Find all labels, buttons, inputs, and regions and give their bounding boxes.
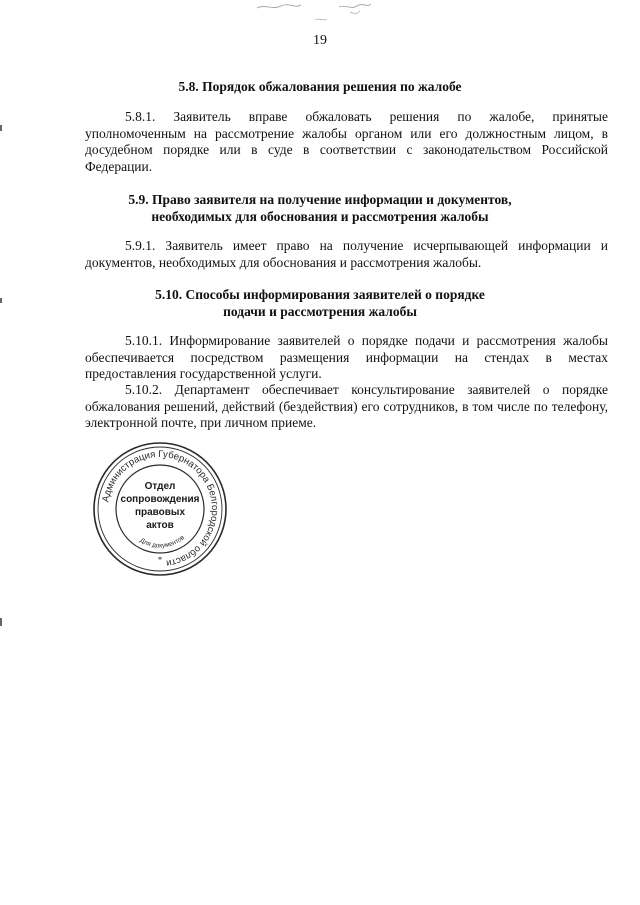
heading-line: 5.10. Способы информирования заявителей о порядке <box>155 287 485 302</box>
paragraph-text: 5.8.1. Заявитель вправе обжаловать решения по жалобе, принятые уполномоченным на рассмотрение жалобы органом или его должностным лицом, в досудебном порядке или в суде в соответствии с законодательством Российской Федерации. <box>85 109 608 174</box>
section-heading-5-9 <box>100 191 540 225</box>
paragraph-5-10-2 <box>85 382 608 432</box>
stamp-star: * <box>157 555 163 565</box>
paragraph-5-10-1 <box>85 333 608 383</box>
scan-edge-mark <box>0 618 2 626</box>
stamp-ring-text: Администрация Губернатора Белгородской области <box>100 448 221 569</box>
heading-line: необходимых для обоснования и рассмотрения жалобы <box>151 209 489 224</box>
paragraph-text: 5.9.1. Заявитель имеет право на получение исчерпывающей информации и документов, необходимых для обоснования и рассмотрения жалобы. <box>85 238 608 270</box>
paragraph-text: 5.10.1. Информирование заявителей о порядке подачи и рассмотрения жалобы обеспечивается посредством размещения информации на стендах в местах предоставления государственной услуги. <box>85 333 608 381</box>
paragraph-text: 5.10.2. Департамент обеспечивает консультирование заявителей о порядке обжалования решений, действий (бездействия) его сотрудников, в том числе по телефону, электронной почте, при личном приеме. <box>85 382 608 430</box>
scan-edge-mark <box>0 125 2 131</box>
paragraph-5-9-1 <box>85 238 608 271</box>
handwritten-marks <box>255 0 375 28</box>
heading-line: 5.9. Право заявителя на получение информации и документов, <box>128 192 512 207</box>
stamp-center-line: правовых <box>134 507 186 518</box>
scan-edge-mark <box>0 298 2 303</box>
section-heading-5-8 <box>100 78 540 95</box>
page-number: 19 <box>313 33 327 48</box>
stamp-inner-arc-text: Для документов <box>138 534 187 550</box>
official-stamp <box>90 439 230 579</box>
stamp-center-line: сопровождения <box>120 494 200 505</box>
heading-line: 5.8. Порядок обжалования решения по жалобе <box>178 79 462 94</box>
section-heading-5-10 <box>100 286 540 320</box>
stamp-center-line: актов <box>146 520 174 531</box>
paragraph-5-8-1 <box>85 109 608 175</box>
stamp-center-line: Отдел <box>144 481 176 492</box>
heading-line: подачи и рассмотрения жалобы <box>223 304 417 319</box>
